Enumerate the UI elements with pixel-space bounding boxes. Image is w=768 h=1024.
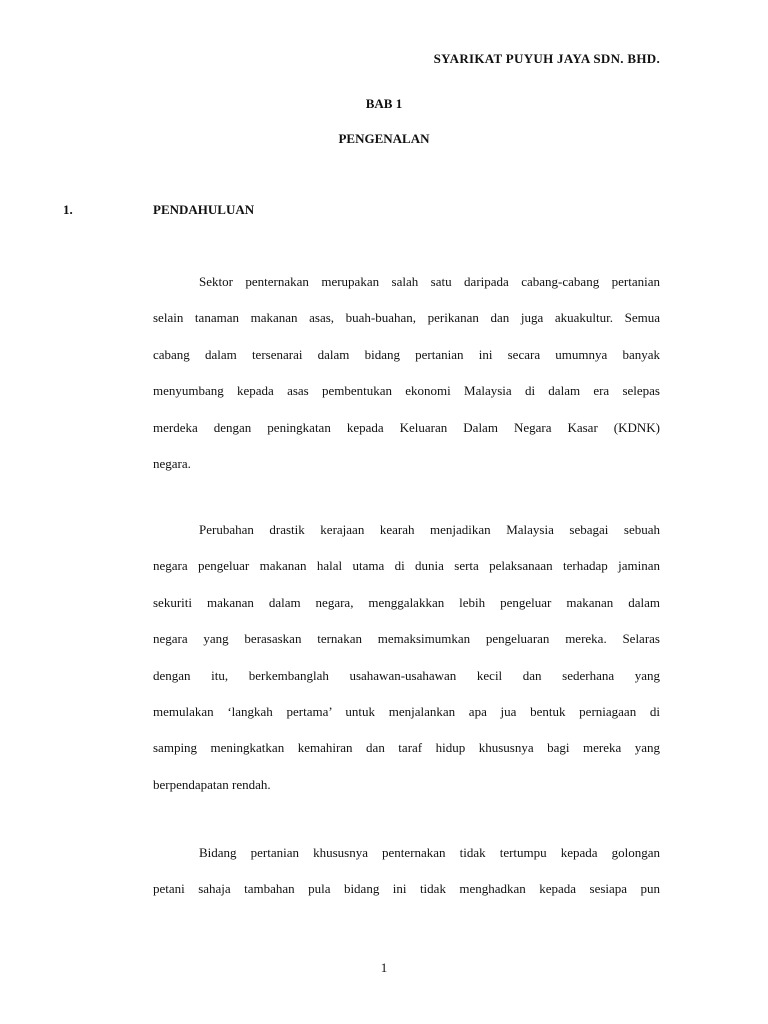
paragraph-line: Sektor penternakan merupakan salah satu daripada cabang-cabang pertanian [199,274,660,289]
paragraph-line: menyumbang kepada asas pembentukan ekonomi Malaysia di dalam era selepas [153,383,660,399]
paragraph-line: sekuriti makanan dalam negara, menggalakkan lebih pengeluar makanan dalam [153,594,660,610]
paragraph-line: negara pengeluar makanan halal utama di dunia serta pelaksanaan terhadap jaminan [153,558,660,574]
paragraph-2 [153,512,660,803]
chapter-title: PENGENALAN [338,131,430,146]
company-name: SYARIKAT PUYUH JAYA SDN. BHD. [433,51,660,66]
paragraph-line: memulakan ‘langkah pertama’ untuk menjalankan apa jua bentuk perniagaan di [153,703,660,719]
paragraph-line: berpendapatan rendah. [153,776,271,792]
paragraph-line: Perubahan drastik kerajaan kearah menjadikan Malaysia sebagai sebuah [199,522,660,537]
section-number: 1. [63,202,73,217]
paragraph-line: samping meningkatkan kemahiran dan taraf hidup khususnya bagi mereka yang [153,740,660,756]
paragraph-line: merdeka dengan peningkatan kepada Keluaran Dalam Negara Kasar (KDNK) [153,419,660,435]
paragraph-line: cabang dalam tersenarai dalam bidang pertanian ini secara umumnya banyak [153,346,660,362]
section-title: PENDAHULUAN [153,202,255,217]
page-number: 1 [380,960,388,975]
paragraph-3 [153,835,660,908]
paragraph-1 [153,264,660,482]
paragraph-line: Bidang pertanian khususnya penternakan tidak tertumpu kepada golongan [199,845,660,860]
paragraph-line: selain tanaman makanan asas, buah-buahan, perikanan dan juga akuakultur. Semua [153,310,660,326]
paragraph-line: petani sahaja tambahan pula bidang ini tidak menghadkan kepada sesiapa pun [153,881,660,897]
paragraph-line: negara yang berasaskan ternakan memaksimumkan pengeluaran mereka. Selaras [153,631,660,647]
chapter-heading: BAB 1 [365,96,403,111]
paragraph-line: negara. [153,455,191,471]
paragraph-line: dengan itu, berkembanglah usahawan-usahawan kecil dan sederhana yang [153,667,660,683]
